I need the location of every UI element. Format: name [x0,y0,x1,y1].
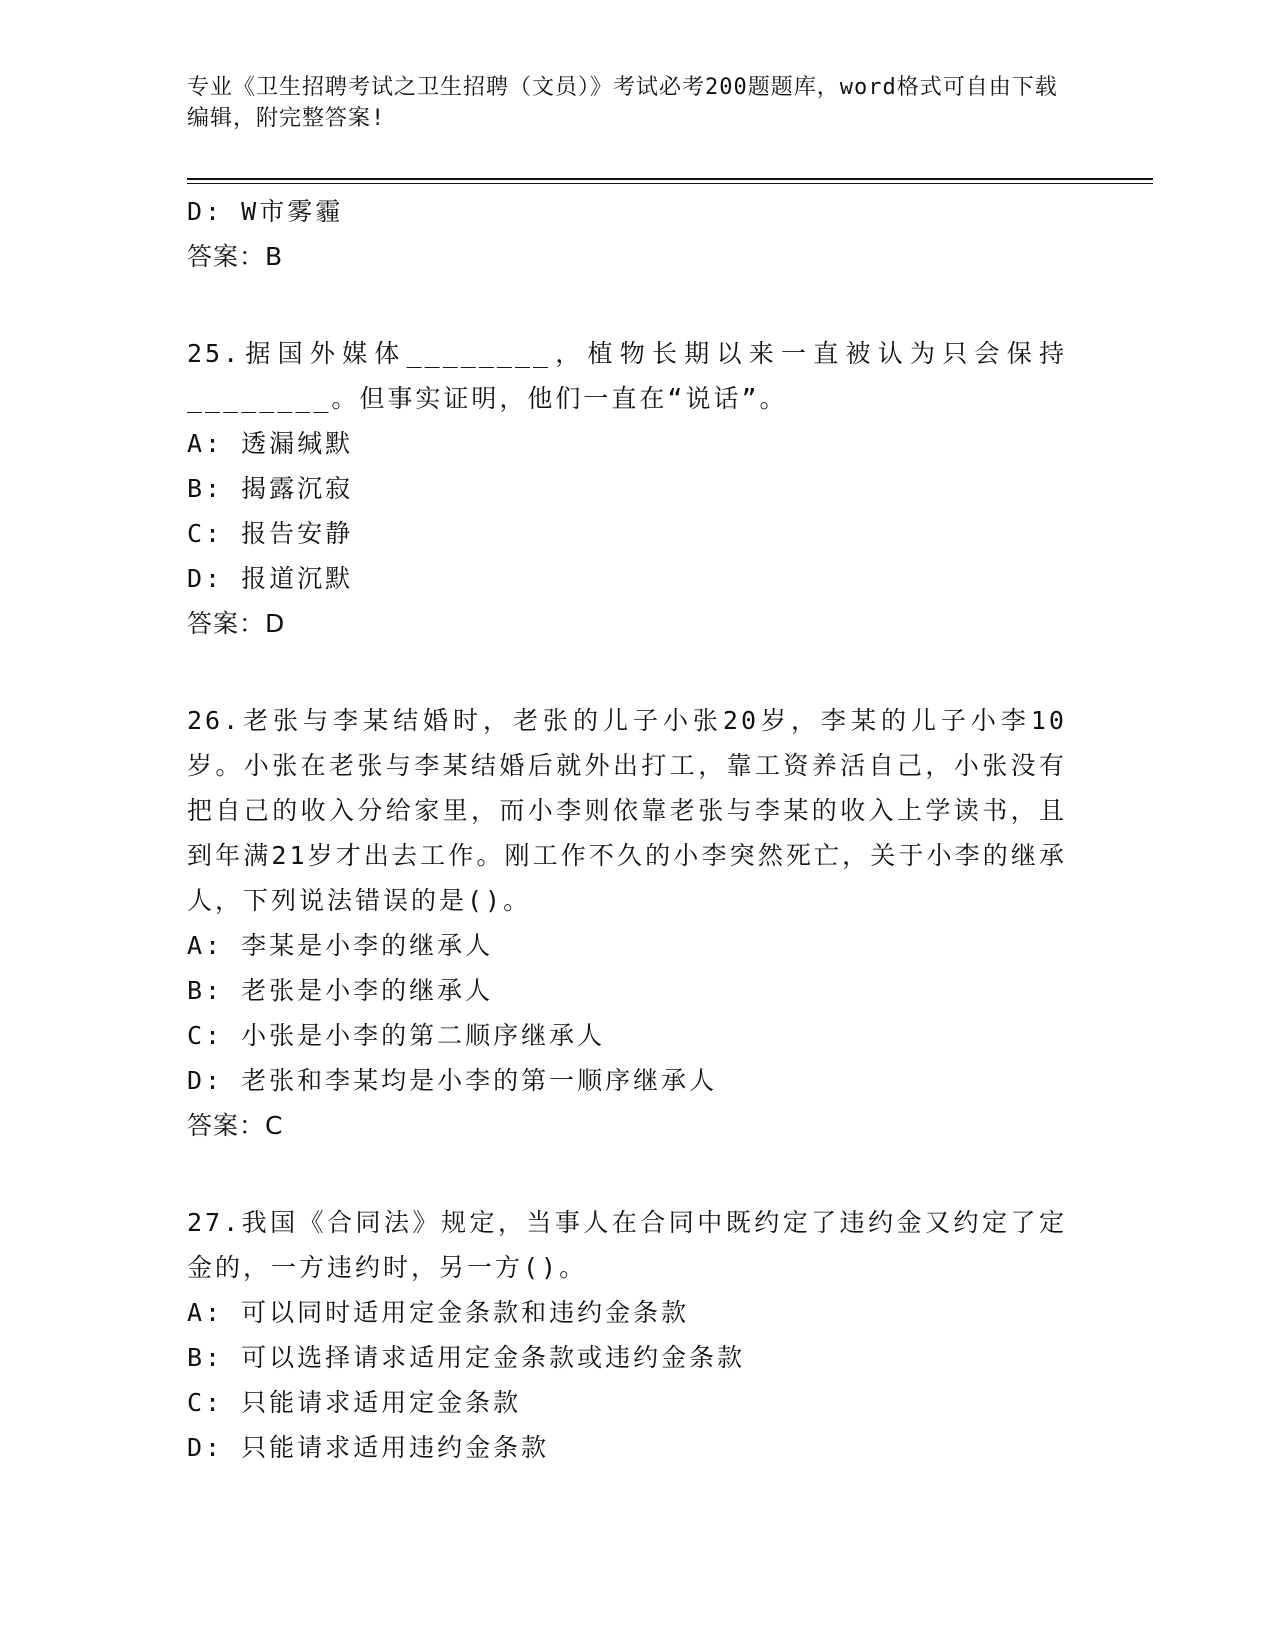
question-text: 25.据国外媒体________，植物长期以来一直被认为只会保持________。但事实证明，他们一直在“说话”。 [187,339,1067,413]
option-c: C: 小张是小李的第二顺序继承人 [187,1021,606,1050]
answer-line: 答案：C [187,1111,284,1140]
option-c: C: 报告安静 [187,519,354,548]
question-26 [187,698,1087,1148]
header-divider-thin [187,183,1153,184]
option-b: B: 老张是小李的继承人 [187,976,494,1005]
option-b: B: 可以选择请求适用定金条款或违约金条款 [187,1343,746,1372]
option-a: A: 李某是小李的继承人 [187,931,494,960]
answer-line: 答案：B [187,242,284,271]
question-list [187,189,1087,1470]
answer-line: 答案：D [187,609,286,638]
option-a: A: 透漏缄默 [187,429,354,458]
page-header: 专业《卫生招聘考试之卫生招聘（文员）》考试必考200题题库，word格式可自由下载编辑，附完整答案! [187,75,1058,131]
option-d: D: 只能请求适用违约金条款 [187,1433,550,1462]
question-25 [187,331,1087,646]
question-text: 27.我国《合同法》规定，当事人在合同中既约定了违约金又约定了定金的，一方违约时，另一方()。 [187,1208,1067,1282]
option-d: D: W市雾霾 [187,197,344,226]
header-divider-thick [187,178,1153,180]
option-b: B: 揭露沉寂 [187,474,354,503]
question-text: 26.老张与李某结婚时，老张的儿子小张20岁，李某的儿子小李10岁。小张在老张与李某结婚后就外出打工，靠工资养活自己，小张没有把自己的收入分给家里，而小李则依靠老张与李某的收入上学读书，且到年满21岁才出去工作。刚工作不久的小李突然死亡，关于小李的继承人，下列说法错误的是()。 [187,706,1067,915]
option-d: D: 老张和李某均是小李的第一顺序继承人 [187,1066,718,1095]
question-27 [187,1200,1087,1470]
previous-question-tail [187,189,1087,279]
option-c: C: 只能请求适用定金条款 [187,1388,522,1417]
option-d: D: 报道沉默 [187,564,354,593]
option-a: A: 可以同时适用定金条款和违约金条款 [187,1298,690,1327]
